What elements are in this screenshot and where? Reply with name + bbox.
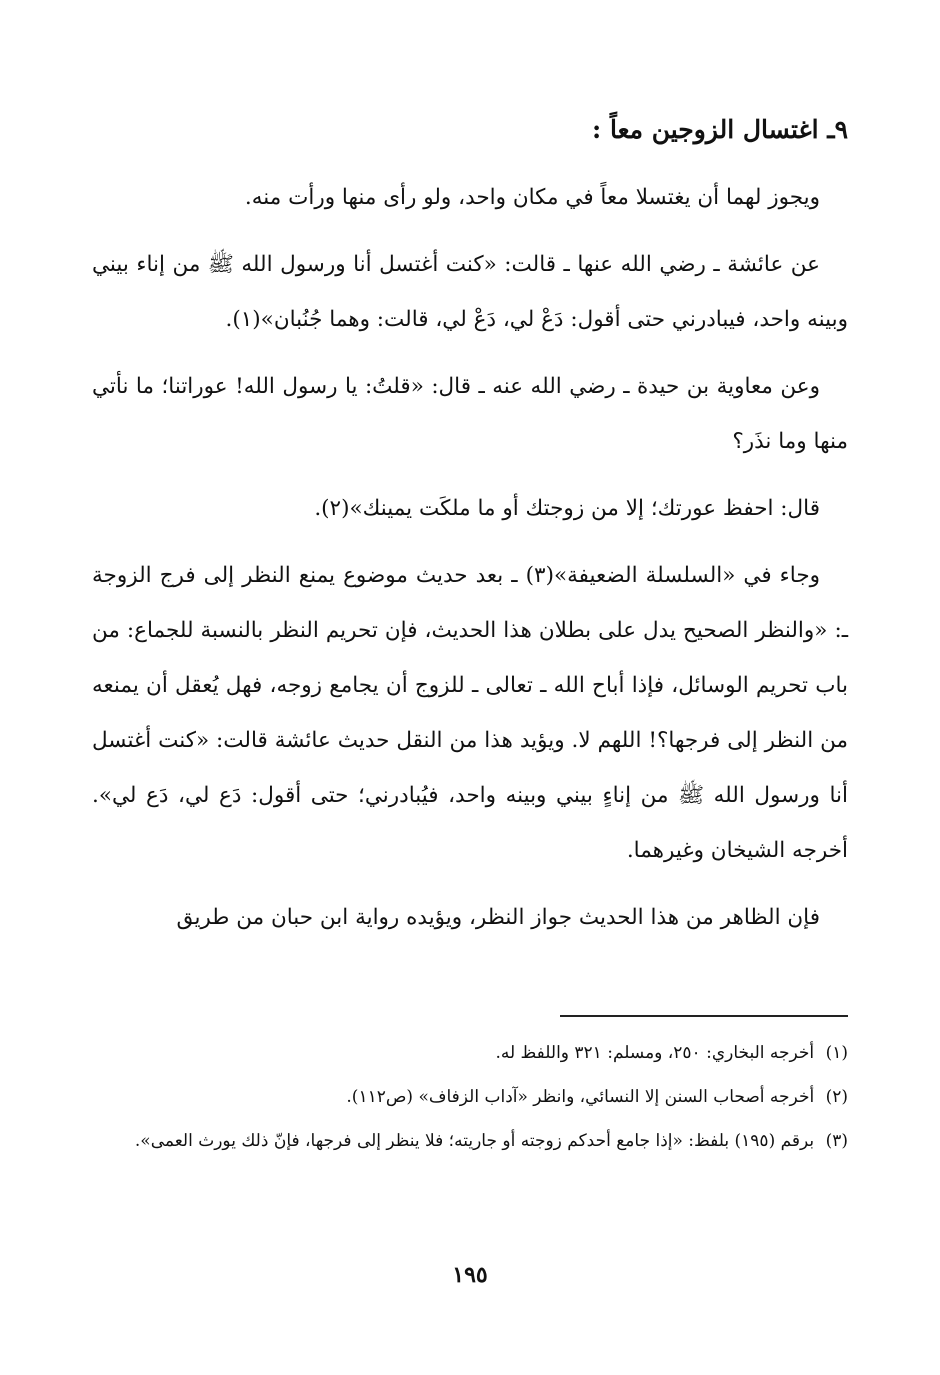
footnote-text: أخرجه البخاري: ٢٥٠، ومسلم: ٣٢١ واللفظ له. — [495, 1043, 815, 1063]
main-text — [92, 108, 848, 957]
footnote-number: (١) — [825, 1043, 848, 1063]
footnote-separator — [560, 1015, 848, 1017]
paragraph-4: قال: احفظ عورتك؛ إلا من زوجتك أو ما ملكَت يمينك»(٢). — [314, 496, 820, 521]
footnotes — [92, 1033, 848, 1165]
page-number: ١٩٥ — [452, 1262, 488, 1288]
paragraph-6: فإن الظاهر من هذا الحديث جواز النظر، ويؤيده رواية ابن حبان من طريق — [176, 905, 820, 930]
footnote-3 — [92, 1121, 848, 1161]
footnote-number: (٢) — [825, 1087, 848, 1107]
footnote-2 — [92, 1077, 848, 1117]
footnote-text: برقم (١٩٥) بلفظ: «إذا جامع أحدكم زوجته أو جاريته؛ فلا ينظر إلى فرجها، فإنّ ذلك يورث العمى». — [134, 1131, 815, 1151]
paragraph-5: وجاء في «السلسلة الضعيفة»(٣) ـ بعد حديث موضوع يمنع النظر إلى فرج الزوجة ـ: «والنظر الصحيح يدل على بطلان هذا الحديث، فإن تحريم النظر بالنسبة للجماع: من باب تحريم الوسائل، فإذا أباح الله ـ تعالى ـ للزوج أن يجامع زوجه، فهل يُعقل أن يمنعه من النظر إلى فرجها؟! اللهم لا. ويؤيد هذا من النقل حديث عائشة قالت: «كنت أغتسل أنا ورسول الله ﷺ من إناءٍ بيني وبينه واحد، فيُبادرني؛ حتى أقول: دَع لي، دَع لي». أخرجه الشيخان وغيرهما. — [92, 563, 848, 863]
paragraph-3: وعن معاوية بن حيدة ـ رضي الله عنه ـ قال: «قلتُ: يا رسول الله! عوراتنا؛ ما نأتي منها وما نذَر؟ — [92, 374, 848, 454]
section-heading: ٩ـ اغتسال الزوجين معاً : — [592, 115, 848, 144]
paragraph-2: عن عائشة ـ رضي الله عنها ـ قالت: «كنت أغتسل أنا ورسول الله ﷺ من إناء بيني وبينه واحد، فيبادرني حتى أقول: دَعْ لي، دَعْ لي، قالت: وهما جُنُبان»(١). — [92, 252, 848, 332]
footnote-text: أخرجه أصحاب السنن إلا النسائي، وانظر «آداب الزفاف» (ص١١٢). — [346, 1087, 815, 1107]
paragraph-1: ويجوز لهما أن يغتسلا معاً في مكان واحد، ولو رأى منها ورأت منه. — [244, 185, 820, 210]
footnote-1 — [92, 1033, 848, 1073]
footnote-number: (٣) — [825, 1131, 848, 1151]
